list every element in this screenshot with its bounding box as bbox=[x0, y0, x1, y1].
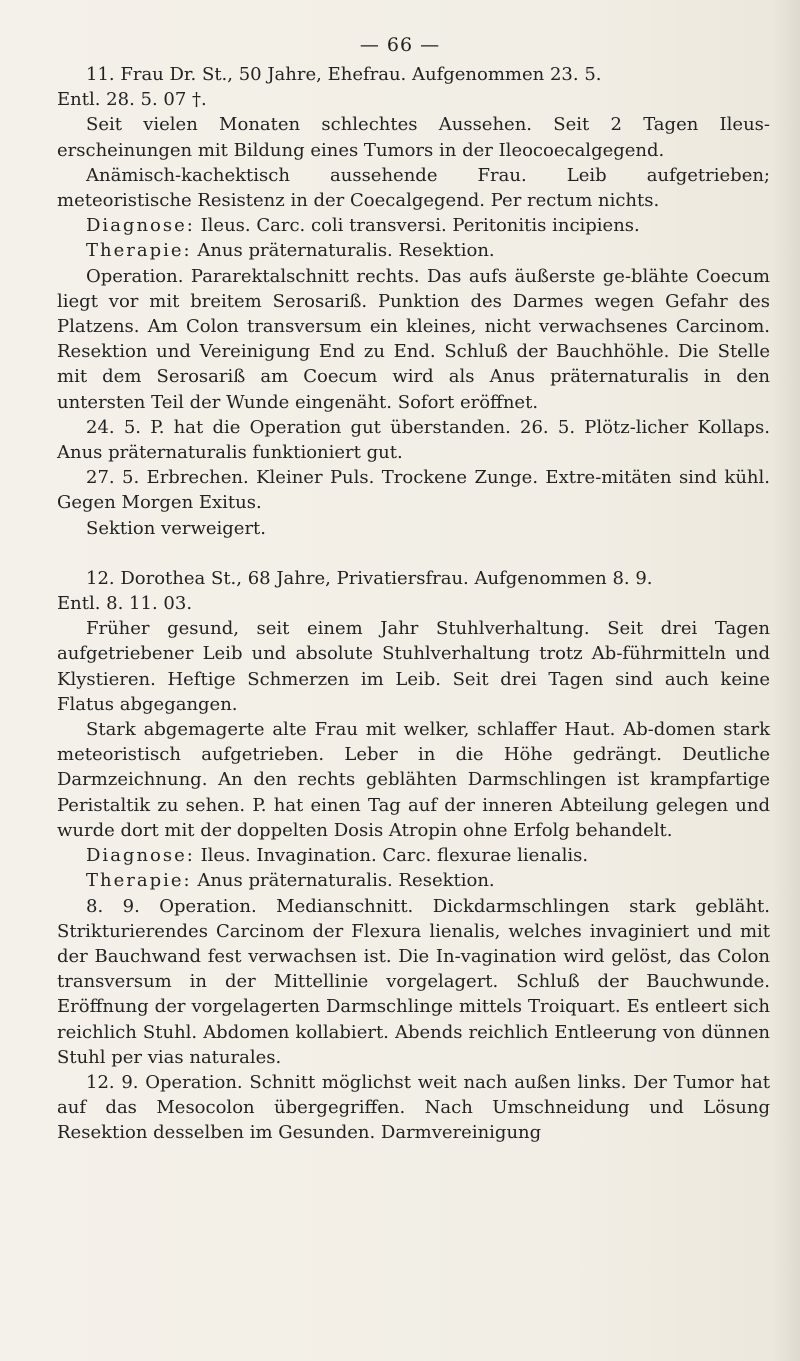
diagnosis-text: Ileus. Carc. coli transversi. Peritonitis incipiens. bbox=[200, 215, 640, 237]
case-11-history: Seit vielen Monaten schlechtes Aussehen. Seit 2 Tagen Ileus-erscheinungen mit Bildung eines Tumors in der Ileocoecalgegend. bbox=[57, 114, 770, 161]
case-separator bbox=[57, 541, 770, 566]
therapy-label: Therapie: bbox=[86, 240, 192, 262]
case-11-findings: Anämisch-kachektisch aussehende Frau. Leib aufgetrieben; meteoristische Resistenz in der Coecalgegend. Per rectum nichts. bbox=[57, 164, 770, 212]
case-12-diagnosis bbox=[57, 843, 770, 868]
case-12-history: Früher gesund, seit einem Jahr Stuhlverhaltung. Seit drei Tagen aufgetriebener Leib und absolute Stuhlverhaltung trotz Ab-führmitteln und Klystieren. Heftige Schmerzen im Leib. Seit drei Tagen sind auch keine Flatus abgegangen. bbox=[57, 618, 770, 715]
therapy-label: Therapie: bbox=[86, 870, 192, 892]
case-11-course-1: 24. 5. P. hat die Operation gut überstanden. 26. 5. Plötz-licher Kollaps. Anus präternaturalis funktioniert gut. bbox=[57, 416, 770, 464]
diagnosis-label: Diagnose: bbox=[86, 845, 195, 867]
diagnosis-label: Diagnose: bbox=[86, 215, 195, 237]
page-number: — 66 — bbox=[359, 34, 441, 56]
case-12-header: 12. Dorothea St., 68 Jahre, Privatiersfrau. Aufgenommen 8. 9. bbox=[86, 567, 653, 589]
case-11-therapy bbox=[57, 238, 770, 263]
case-12-operation-1: 8. 9. Operation. Medianschnitt. Dickdarmschlingen stark gebläht. Strikturierendes Carcinom der Flexura lienalis, welches invaginiert und mit der Bauchwand fest verwachsen ist. Die In-vagination wird gelöst, das Colon transversum in der Mittellinie vorgelagert. Schluß der Bauchwunde. Eröffnung der vorgelagerten Darmschlinge mittels Troiquart. Es entleert sich reichlich Stuhl. Abdomen kollabiert. Abends reichlich Entleerung von dünnen Stuhl per vias naturales. bbox=[57, 895, 770, 1068]
page-edge-shadow bbox=[772, 0, 800, 1361]
case-11-discharge: Entl. 28. 5. 07 †. bbox=[57, 89, 207, 111]
therapy-text: Anus präternaturalis. Resektion. bbox=[197, 870, 495, 892]
page-text bbox=[57, 62, 770, 1146]
case-12-discharge: Entl. 8. 11. 03. bbox=[57, 593, 193, 615]
diagnosis-text: Ileus. Invagination. Carc. flexurae lienalis. bbox=[200, 845, 589, 867]
case-12-operation-2: 12. 9. Operation. Schnitt möglichst weit nach außen links. Der Tumor hat auf das Mesocolon übergegriffen. Nach Umschneidung und Lösung Resektion desselben im Gesunden. Darmvereinigung bbox=[57, 1071, 770, 1144]
case-11-section: Sektion verweigert. bbox=[86, 517, 267, 539]
case-11-course-2: 27. 5. Erbrechen. Kleiner Puls. Trockene Zunge. Extre-mitäten sind kühl. Gegen Morgen Exitus. bbox=[57, 467, 770, 514]
case-11-header: 11. Frau Dr. St., 50 Jahre, Ehefrau. Aufgenommen 23. 5. bbox=[86, 64, 602, 85]
case-11-diagnosis bbox=[57, 213, 770, 238]
case-12-therapy bbox=[57, 868, 770, 893]
case-11-operation: Operation. Pararektalschnitt rechts. Das aufs äußerste ge-blähte Coecum liegt vor mit breitem Serosariß. Punktion des Darmes wegen Gefahr des Platzens. Am Colon transversum ein kleines, nicht verwachsenes Carcinom. Resektion und Vereinigung End zu End. Schluß der Bauchhöhle. Die Stelle mit dem Serosariß am Coecum wird als Anus präternaturalis in den untersten Teil der Wunde eingenäht. Sofort eröffnet. bbox=[57, 265, 770, 413]
therapy-text: Anus präternaturalis. Resektion. bbox=[197, 240, 495, 262]
case-12-findings: Stark abgemagerte alte Frau mit welker, schlaffer Haut. Ab-domen stark meteoristisch aufgetrieben. Leber in die Höhe gedrängt. Deutliche Darmzeichnung. An den rechts geblähten Darmschlingen ist krampfartige Peristaltik zu sehen. P. hat einen Tag auf der inneren Abteilung gelegen und wurde dort mit der doppelten Dosis Atropin ohne Erfolg behandelt. bbox=[57, 719, 770, 841]
